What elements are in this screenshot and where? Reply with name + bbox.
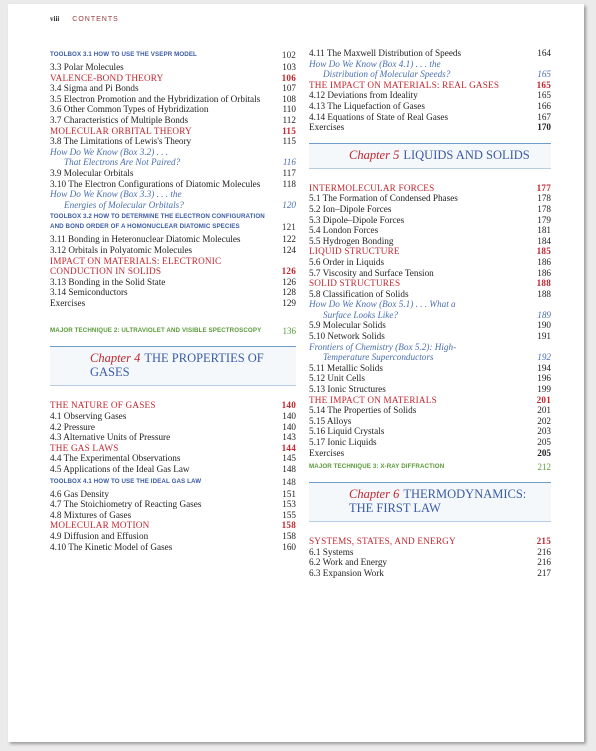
page-ref: 216: [537, 546, 551, 557]
entry-title: 5.17 Ionic Liquids: [309, 437, 377, 447]
toc-entry[interactable]: [309, 557, 551, 568]
toc-section-heading[interactable]: [309, 183, 551, 194]
page-ref: 170: [537, 122, 551, 133]
toc-entry[interactable]: [50, 287, 296, 298]
page-ref: 121: [281, 222, 296, 233]
page-ref: 117: [282, 167, 296, 178]
page-ref: 181: [537, 225, 551, 236]
toc-entry[interactable]: [50, 277, 296, 288]
entry-title: 3.7 Characteristics of Multiple Bonds: [50, 114, 189, 125]
page-ref: 115: [282, 125, 296, 136]
entry-title: 5.10 Network Solids: [309, 331, 385, 342]
toc-entry[interactable]: [309, 384, 551, 395]
page-ref: 126: [282, 276, 296, 287]
entry-title: SYSTEMS, STATES, AND ENERGY: [309, 536, 456, 547]
page-ref: 178: [537, 193, 551, 204]
page-ref: 189: [537, 309, 551, 320]
toc-section-heading[interactable]: [50, 520, 296, 531]
page-ref: 166: [537, 100, 551, 111]
entry-title: 4.4 The Experimental Observations: [50, 453, 181, 464]
page-ref: 140: [282, 411, 296, 422]
toc-entry[interactable]: [50, 499, 296, 510]
entry-title: 5.1 The Formation of Condensed Phases: [309, 193, 458, 204]
page-ref: 212: [537, 461, 551, 472]
entry-title: 5.8 Classification of Solids: [309, 288, 409, 299]
page-ref: 177: [536, 182, 551, 193]
entry-title: Exercises: [50, 297, 86, 308]
chapter-number: Chapter 6: [349, 487, 400, 502]
toc-entry[interactable]: [50, 104, 296, 115]
chapter-heading[interactable]: [309, 143, 551, 169]
toc-entry[interactable]: [309, 363, 551, 374]
page-number: viii: [50, 15, 60, 23]
page-ref: 160: [282, 541, 296, 552]
page-ref: 179: [537, 214, 551, 225]
entry-title: 4.8 Mixtures of Gases: [50, 509, 132, 520]
page-ref: 215: [536, 536, 551, 547]
box-entry[interactable]: [309, 299, 551, 320]
page-ref: 110: [282, 104, 296, 115]
entry-title-line: Distribution of Molecular Speeds?: [323, 69, 451, 80]
entry-title: 4.5 Applications of the Ideal Gas Law: [50, 464, 190, 475]
toc-entry[interactable]: [50, 115, 296, 126]
page-ref: 148: [282, 464, 296, 475]
entry-title: 4.1 Observing Gases: [50, 411, 127, 422]
entry-title: MOLECULAR ORBITAL THEORY: [50, 125, 192, 136]
entry-title: 3.6 Other Common Types of Hybridization: [50, 104, 209, 115]
page-ref: 129: [282, 297, 296, 308]
entry-title: 3.13 Bonding in the Solid State: [50, 276, 166, 287]
entry-title: Exercises: [309, 447, 345, 458]
page-ref: 140: [281, 400, 296, 411]
entry-title: INTERMOLECULAR FORCES: [309, 182, 435, 193]
toc-column-left: [50, 48, 296, 552]
entry-title: THE IMPACT ON MATERIALS: [309, 394, 437, 405]
entry-title: 3.5 Electron Promotion and the Hybridization of Orbitals: [50, 93, 261, 104]
entry-title: 5.3 Dipole–Dipole Forces: [309, 214, 405, 225]
chapter-heading[interactable]: [50, 346, 296, 386]
toc-section-heading[interactable]: [309, 246, 551, 257]
entry-title-line: Temperature Superconductors: [323, 352, 434, 363]
major-technique-entry[interactable]: [50, 326, 296, 336]
toc-section-heading[interactable]: [50, 126, 296, 137]
toc-entry[interactable]: [309, 568, 551, 579]
toc-entry[interactable]: [50, 510, 296, 521]
page-ref: 102: [281, 50, 296, 60]
entry-title: 3.8 The Limitations of Lewis's Theory: [50, 136, 192, 147]
entry-title: Exercises: [309, 122, 345, 133]
toc-entry[interactable]: [309, 225, 551, 236]
toc-entry[interactable]: [50, 94, 296, 105]
entry-title: 4.12 Deviations from Ideality: [309, 90, 418, 101]
entry-title: 5.7 Viscosity and Surface Tension: [309, 267, 434, 278]
chapter-heading[interactable]: [309, 482, 551, 522]
page-ref: 128: [282, 287, 296, 298]
page-ref: 194: [537, 362, 551, 373]
entry-title: 5.4 London Forces: [309, 225, 379, 236]
page-ref: 167: [537, 111, 551, 122]
entry-title: 4.10 The Kinetic Model of Gases: [50, 541, 173, 552]
page-ref: 140: [282, 421, 296, 432]
toc-entry[interactable]: [309, 331, 551, 342]
page-ref: 145: [282, 453, 296, 464]
page-ref: 155: [282, 509, 296, 520]
toc-section-heading[interactable]: [309, 80, 551, 91]
page-ref: 106: [281, 72, 296, 83]
toc-section-heading[interactable]: [309, 395, 551, 406]
entry-title: 3.3 Polar Molecules: [50, 62, 124, 72]
entry-title: 3.14 Semiconductors: [50, 287, 128, 298]
entry-title: 4.6 Gas Density: [50, 488, 109, 499]
page-ref: 188: [536, 278, 551, 289]
entry-title: [50, 147, 296, 168]
major-technique-entry[interactable]: [309, 462, 551, 472]
page-ref: 103: [282, 62, 296, 72]
toc-entry[interactable]: [309, 90, 551, 101]
chapter-title: LIQUIDS AND SOLIDS: [403, 147, 530, 162]
toc-entry[interactable]: [309, 193, 551, 204]
toc-entry[interactable]: [309, 320, 551, 331]
toc-entry[interactable]: [50, 245, 296, 256]
entry-title: [309, 299, 551, 320]
toc-entry[interactable]: [309, 547, 551, 558]
page-ref: 151: [282, 488, 296, 499]
page-ref: 107: [282, 83, 296, 94]
toolbox-entry[interactable]: [50, 50, 296, 60]
toc-entry[interactable]: [50, 464, 296, 475]
page-ref: 185: [536, 246, 551, 257]
entry-title: 5.9 Molecular Solids: [309, 320, 386, 331]
entry-title: MOLECULAR MOTION: [50, 520, 150, 531]
entry-title-line: Surface Looks Like?: [323, 309, 399, 320]
toc-entry[interactable]: [309, 437, 551, 448]
page-ref: 191: [537, 331, 551, 342]
toc-entry[interactable]: [309, 426, 551, 437]
toc-entry[interactable]: [309, 257, 551, 268]
entry-title: TOOLBOX 3.2 HOW TO DETERMINE THE ELECTRON CONFIGURATION AND BOND ORDER OF A HOMONUCLEAR DIATOMIC SPECIES: [50, 213, 265, 231]
entry-title: [309, 59, 551, 80]
entry-title: VALENCE-BOND THEORY: [50, 72, 164, 83]
page-ref: 199: [537, 384, 551, 395]
toc-section-heading[interactable]: [50, 400, 296, 411]
page-ref: 124: [282, 244, 296, 255]
entry-title: 5.14 The Properties of Solids: [309, 405, 417, 416]
toc-section-heading[interactable]: [309, 278, 551, 289]
entry-title: 4.2 Pressure: [50, 421, 95, 432]
entry-title: 4.14 Equations of State of Real Gases: [309, 111, 449, 122]
page-ref: 184: [537, 235, 551, 246]
page-ref: 216: [537, 557, 551, 568]
running-header: [50, 15, 119, 23]
entry-title: 5.2 Ion–Dipole Forces: [309, 203, 392, 214]
page-ref: 202: [537, 415, 551, 426]
page-ref: 190: [537, 320, 551, 331]
page-ref: 192: [537, 352, 551, 363]
page-ref: 201: [536, 394, 551, 405]
toc-entry[interactable]: [50, 432, 296, 443]
page-ref: 112: [282, 114, 296, 125]
entry-title: 3.11 Bonding in Heteronuclear Diatomic Molecules: [50, 234, 241, 245]
entry-title: 5.5 Hydrogen Bonding: [309, 235, 394, 246]
page-ref: 136: [282, 325, 296, 336]
entry-title: MAJOR TECHNIQUE 3: X-RAY DIFFRACTION: [309, 463, 445, 471]
box-entry[interactable]: [309, 342, 551, 363]
page-ref: 178: [537, 203, 551, 214]
page-ref: 126: [281, 266, 296, 277]
toc-entry[interactable]: [309, 101, 551, 112]
toc-entry[interactable]: [309, 236, 551, 247]
page-ref: 108: [282, 93, 296, 104]
page-ref: 205: [537, 447, 551, 458]
entry-title: THE NATURE OF GASES: [50, 400, 156, 411]
page-ref: 165: [537, 69, 551, 80]
toc-entry[interactable]: [50, 168, 296, 179]
entry-title: 6.1 Systems: [309, 546, 354, 557]
toc-entry[interactable]: [50, 83, 296, 94]
toc-entry[interactable]: [309, 289, 551, 300]
page-ref: 201: [537, 405, 551, 416]
entry-title: 6.2 Work and Energy: [309, 557, 388, 568]
page-ref: 165: [536, 79, 551, 90]
page-ref: 203: [537, 426, 551, 437]
entry-title: MAJOR TECHNIQUE 2: ULTRAVIOLET AND VISIBLE SPECTROSCOPY: [50, 327, 262, 335]
page-ref: 186: [537, 267, 551, 278]
toc-entry[interactable]: [50, 62, 296, 73]
page-ref: 153: [282, 499, 296, 510]
book-page: [8, 4, 584, 742]
toolbox-entry[interactable]: [50, 477, 296, 487]
entry-title: 5.11 Metallic Solids: [309, 362, 383, 373]
entry-title: THE IMPACT ON MATERIALS: REAL GASES: [309, 79, 500, 90]
entry-title: [50, 189, 296, 210]
toc-entry[interactable]: [309, 416, 551, 427]
entry-title: 3.10 The Electron Configurations of Diatomic Molecules: [50, 178, 261, 189]
page-ref: 115: [282, 136, 296, 147]
box-entry[interactable]: [50, 189, 296, 210]
toc-entry[interactable]: [50, 542, 296, 553]
entry-title-line: How Do We Know (Box 4.1) . . . the: [309, 58, 441, 69]
toc-entry[interactable]: [309, 215, 551, 226]
page-ref: 143: [282, 432, 296, 443]
entry-title: SOLID STRUCTURES: [309, 278, 401, 289]
entry-title: 4.9 Diffusion and Effusion: [50, 531, 149, 541]
toc-entry[interactable]: [50, 422, 296, 433]
entry-title-line: Energies of Molecular Orbitals?: [64, 199, 184, 210]
page-ref: 186: [537, 256, 551, 267]
toc-entry[interactable]: [50, 298, 296, 309]
exercises-entry[interactable]: [309, 448, 551, 459]
toc-entry[interactable]: [50, 179, 296, 190]
toc-section-heading[interactable]: [50, 256, 296, 277]
page-ref: 164: [537, 48, 551, 58]
chapter-title: THERMODYNAMICS: THE FIRST LAW: [349, 487, 527, 516]
page-ref: 158: [282, 531, 296, 541]
entry-title: THE GAS LAWS: [50, 442, 119, 453]
entry-title: TOOLBOX 4.1 HOW TO USE THE IDEAL GAS LAW: [50, 477, 202, 485]
entry-title: 4.13 The Liquefaction of Gases: [309, 100, 425, 111]
entry-title: 5.13 Ionic Structures: [309, 384, 386, 395]
entry-title: TOOLBOX 3.1 HOW TO USE THE VSEPR MODEL: [50, 51, 197, 58]
toc-entry[interactable]: [50, 453, 296, 464]
entry-title-line: How Do We Know (Box 5.1) . . . What a: [309, 299, 456, 310]
page-ref: 188: [537, 288, 551, 299]
page-ref: 165: [537, 90, 551, 101]
entry-title: 5.6 Order in Liquids: [309, 256, 385, 267]
page-ref: 205: [537, 437, 551, 447]
toc-entry[interactable]: [50, 489, 296, 500]
toolbox-entry[interactable]: [50, 212, 296, 232]
page-ref: 120: [282, 199, 296, 210]
toc-entry[interactable]: [50, 411, 296, 422]
toc-column-right: [309, 48, 551, 579]
toc-entry[interactable]: [50, 234, 296, 245]
toc-entry[interactable]: [50, 531, 296, 542]
entry-title-line: How Do We Know (Box 3.2) . . .: [50, 146, 169, 157]
toc-entry[interactable]: [309, 48, 551, 59]
entry-title: 5.16 Liquid Crystals: [309, 426, 385, 437]
page-ref: 217: [537, 567, 551, 578]
spacer: [50, 308, 296, 322]
entry-title: 3.4 Sigma and Pi Bonds: [50, 83, 139, 94]
toc-section-heading[interactable]: [309, 536, 551, 547]
entry-title: 3.9 Molecular Orbitals: [50, 167, 134, 178]
toc-entry[interactable]: [309, 112, 551, 123]
box-entry[interactable]: [309, 59, 551, 80]
toc-entry[interactable]: [50, 136, 296, 147]
entry-title: IMPACT ON MATERIALS: ELECTRONIC CONDUCTION IN SOLIDS: [50, 255, 222, 277]
entry-title: 4.7 The Stoichiometry of Reacting Gases: [50, 499, 202, 510]
box-entry[interactable]: [50, 147, 296, 168]
entry-title: 5.15 Alloys: [309, 415, 352, 426]
chapter-title: THE PROPERTIES OF GASES: [90, 351, 264, 380]
page-ref: 116: [282, 157, 296, 168]
page-ref: 118: [282, 178, 296, 189]
toc-entry[interactable]: [309, 268, 551, 279]
entry-title: 5.12 Unit Cells: [309, 373, 365, 384]
chapter-number: Chapter 4: [90, 351, 141, 366]
entry-title: 6.3 Expansion Work: [309, 567, 384, 578]
exercises-entry[interactable]: [309, 122, 551, 133]
toc-entry[interactable]: [309, 405, 551, 416]
page-ref: 148: [281, 476, 296, 487]
page-ref: 196: [537, 373, 551, 384]
chapter-number: Chapter 5: [349, 147, 400, 162]
entry-title-line: Frontiers of Chemistry (Box 5.2): High-: [309, 341, 457, 352]
toc-entry[interactable]: [309, 373, 551, 384]
toc-section-heading[interactable]: [50, 443, 296, 454]
page-ref: 122: [282, 234, 296, 245]
entry-title: [309, 342, 551, 363]
toc-entry[interactable]: [309, 204, 551, 215]
entry-title-line: How Do We Know (Box 3.3) . . . the: [50, 189, 182, 200]
page-ref: 144: [281, 442, 296, 453]
entry-title: LIQUID STRUCTURE: [309, 246, 400, 257]
toc-section-heading[interactable]: [50, 73, 296, 84]
entry-title: 3.12 Orbitals in Polyatomic Molecules: [50, 244, 193, 255]
entry-title: 4.3 Alternative Units of Pressure: [50, 432, 171, 443]
entry-title: 4.11 The Maxwell Distribution of Speeds: [309, 48, 462, 58]
entry-title-line: That Electrons Are Not Paired?: [64, 157, 181, 168]
section-title: CONTENTS: [72, 16, 119, 23]
page-ref: 158: [281, 520, 296, 531]
